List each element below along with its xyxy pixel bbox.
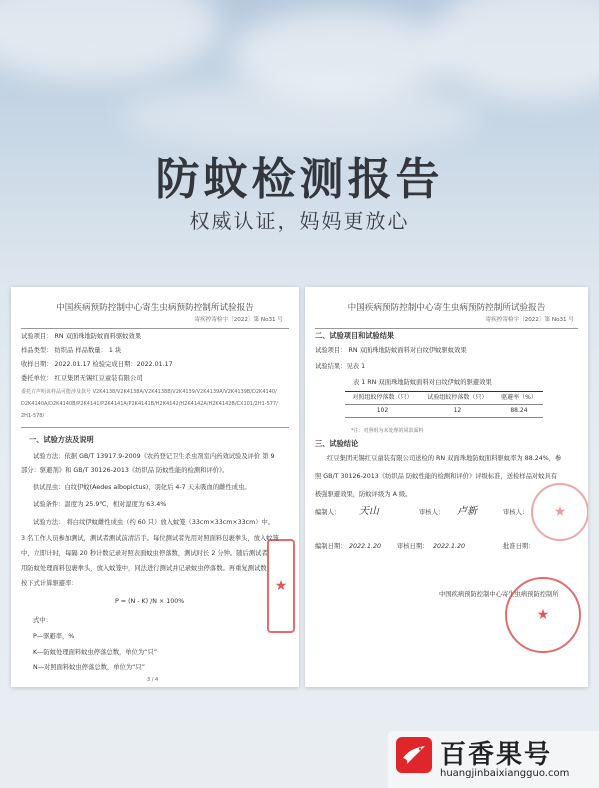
footer-organization: 中国疾病预防控制中心寄生虫病预防控制所 xyxy=(439,591,559,598)
info-row: 委托方声明该样品可能涉及款号 V2K4138/V2K4138A/V2K4138B/V2K4139/V2K4139A/V2K4139B/D2K4140/ xyxy=(21,389,277,395)
info-row: 委托单位： 红豆集团无锡红豆童装有限公司 xyxy=(21,375,143,382)
legend-line: P—驱避率，% xyxy=(33,633,75,640)
stamp-seal: ★ xyxy=(505,577,581,653)
report-page-left xyxy=(11,287,299,687)
stamp-seal: ★ xyxy=(267,539,295,633)
info-row: D2K4140A/D2K4140B/P2K4141/P2K4141A/P2K4141B/H2K4142/H2K4142A/H2K4142B/CX101/2H1-577/ xyxy=(21,401,278,407)
info-row: 收样日期： 2022.01.17 检验完成日期：2022.01.17 xyxy=(21,361,173,368)
watermark-logo xyxy=(388,731,599,788)
table-note: *注：对照组为未处理的同款面料 xyxy=(351,428,424,434)
body-line: 部分：驱避剂》和 GB/T 30126-2013《纺织品 防蚊性能的检测和评价》。 xyxy=(21,467,229,474)
legend-line: N—对照面料蚊虫停落总数，单位为“只” xyxy=(33,664,145,671)
sky-cloud xyxy=(120,80,480,150)
body-line: 试验结果：见表 1 xyxy=(315,363,366,370)
body-line: 按下式计算驱避率： xyxy=(21,580,78,587)
table-cell: 12 xyxy=(420,405,495,418)
body-line: 试验条件：温度为 25.9℃，相对湿度为 63.4% xyxy=(33,501,167,508)
signer-label: 审核人： xyxy=(503,509,529,516)
date-value: 2022.1.20 xyxy=(349,543,382,550)
info-row: 试验项目： RN 双面珠地防蚊面料驱蚊效果 xyxy=(21,333,142,340)
stamp-seal: ★ xyxy=(531,483,588,541)
body-line: 试验项目： RN 双面珠地防蚊面料对白纹伊蚊驱蚊效果 xyxy=(315,347,467,354)
section-heading: 二、试验项目和试验结果 xyxy=(315,331,395,340)
table-header: 对照组蚊停落数（只） xyxy=(345,392,420,405)
report-reference: 寄疾控寄检字〔2022〕第 No31 号 xyxy=(485,317,574,323)
body-line: 3 名工作人员参加测试，测试者测试前清洁手。每位测试者先用对照面料包裹拳头，放入蚊笼 xyxy=(21,535,279,542)
signature: 卢新 xyxy=(457,506,477,517)
date-label: 编制日期： xyxy=(315,543,347,550)
report-page-right xyxy=(305,287,588,687)
divider xyxy=(21,427,289,428)
table-cell: 88.24 xyxy=(495,405,543,418)
conclusion-line: 极强驱避效果，防蚊评级为 A 级。 xyxy=(315,491,412,498)
body-line: 供试昆虫：白纹伊蚊(Aedes albopictus)，羽化后 4-7 天未吸血的雌性成虫。 xyxy=(33,484,251,491)
formula: P = (N - K) /N × 100% xyxy=(115,598,185,605)
body-line: 用防蚊处理面料包裹拳头，放入蚊笼中，同法进行测试并记录蚊虫停落数。再重复测试数 xyxy=(21,565,267,572)
date-label: 批准日期： xyxy=(503,543,535,550)
signer-label: 编制人： xyxy=(315,509,341,516)
info-row: 2H1-578/ xyxy=(21,413,45,419)
bird-logo-icon xyxy=(396,737,432,773)
page-subtitle: 权威认证，妈妈更放心 xyxy=(189,209,410,233)
page-number: 3 / 4 xyxy=(147,677,159,683)
sky-cloud xyxy=(0,0,220,80)
body-line: 中，立即计时，每隔 20 秒计数记录对照表面蚊虫停落数，测试时长 2 分钟。随后测试者 xyxy=(21,550,268,557)
report-heading: 中国疾病预防控制中心寄生虫病预防控制所试验报告 xyxy=(347,303,546,313)
report-heading: 中国疾病预防控制中心寄生虫病预防控制所试验报告 xyxy=(56,303,254,313)
divider xyxy=(21,328,289,329)
date-label: 审核日期： xyxy=(397,543,429,550)
divider xyxy=(315,328,578,329)
conclusion-line: 红豆集团无锡红豆童装有限公司送检的 RN 双面珠地防蚊面料驱蚊率为 88.24%，参 xyxy=(327,455,562,462)
date-value: 2022.1.20 xyxy=(433,543,466,550)
section-heading: 一、试验方法及说明 xyxy=(29,435,94,444)
legend-line: 式中： xyxy=(33,617,52,624)
table-header: 驱避率（%） xyxy=(495,392,543,405)
body-line: 试验方法： 将白纹伊蚊雌性成虫（约 60 只）放入蚊笼（33cm×33cm×33cm）中。 xyxy=(33,519,275,526)
sky-cloud xyxy=(430,0,599,100)
conclusion-line: 照 GB/T 30126-2013《纺织品 防蚊性能的检测和评价》评级标准，送检样品对蚊具有 xyxy=(315,473,558,480)
section-heading: 三、试验结论 xyxy=(315,439,359,448)
page-title: 防蚊检测报告 xyxy=(155,154,444,205)
report-reference: 寄疾控寄检字〔2022〕第 No31 号 xyxy=(194,317,283,323)
table-cell: 102 xyxy=(345,405,420,418)
signer-label: 审核人： xyxy=(419,509,445,516)
signature: 天山 xyxy=(359,506,379,517)
table-header: 试验组蚊停落数（只） xyxy=(420,392,495,405)
body-line: 试验方法：依据 GB/T 13917.9-2009《农药登记卫生杀虫剂室内药效试验及评价 第 9 xyxy=(33,453,275,460)
legend-line: K—防蚊处理面料蚊虫停落总数，单位为“只” xyxy=(33,649,157,656)
table-caption: 表 1 RN 双面珠地防蚊面料对白纹伊蚊的驱避效果 xyxy=(353,379,492,386)
results-table xyxy=(345,391,543,418)
watermark-url: huangjinbaixiangguo.com xyxy=(440,768,570,779)
watermark-name: 百香果号 xyxy=(440,740,553,770)
info-row: 样品类型： 纺织品 样品数量： 1 块 xyxy=(21,347,122,354)
